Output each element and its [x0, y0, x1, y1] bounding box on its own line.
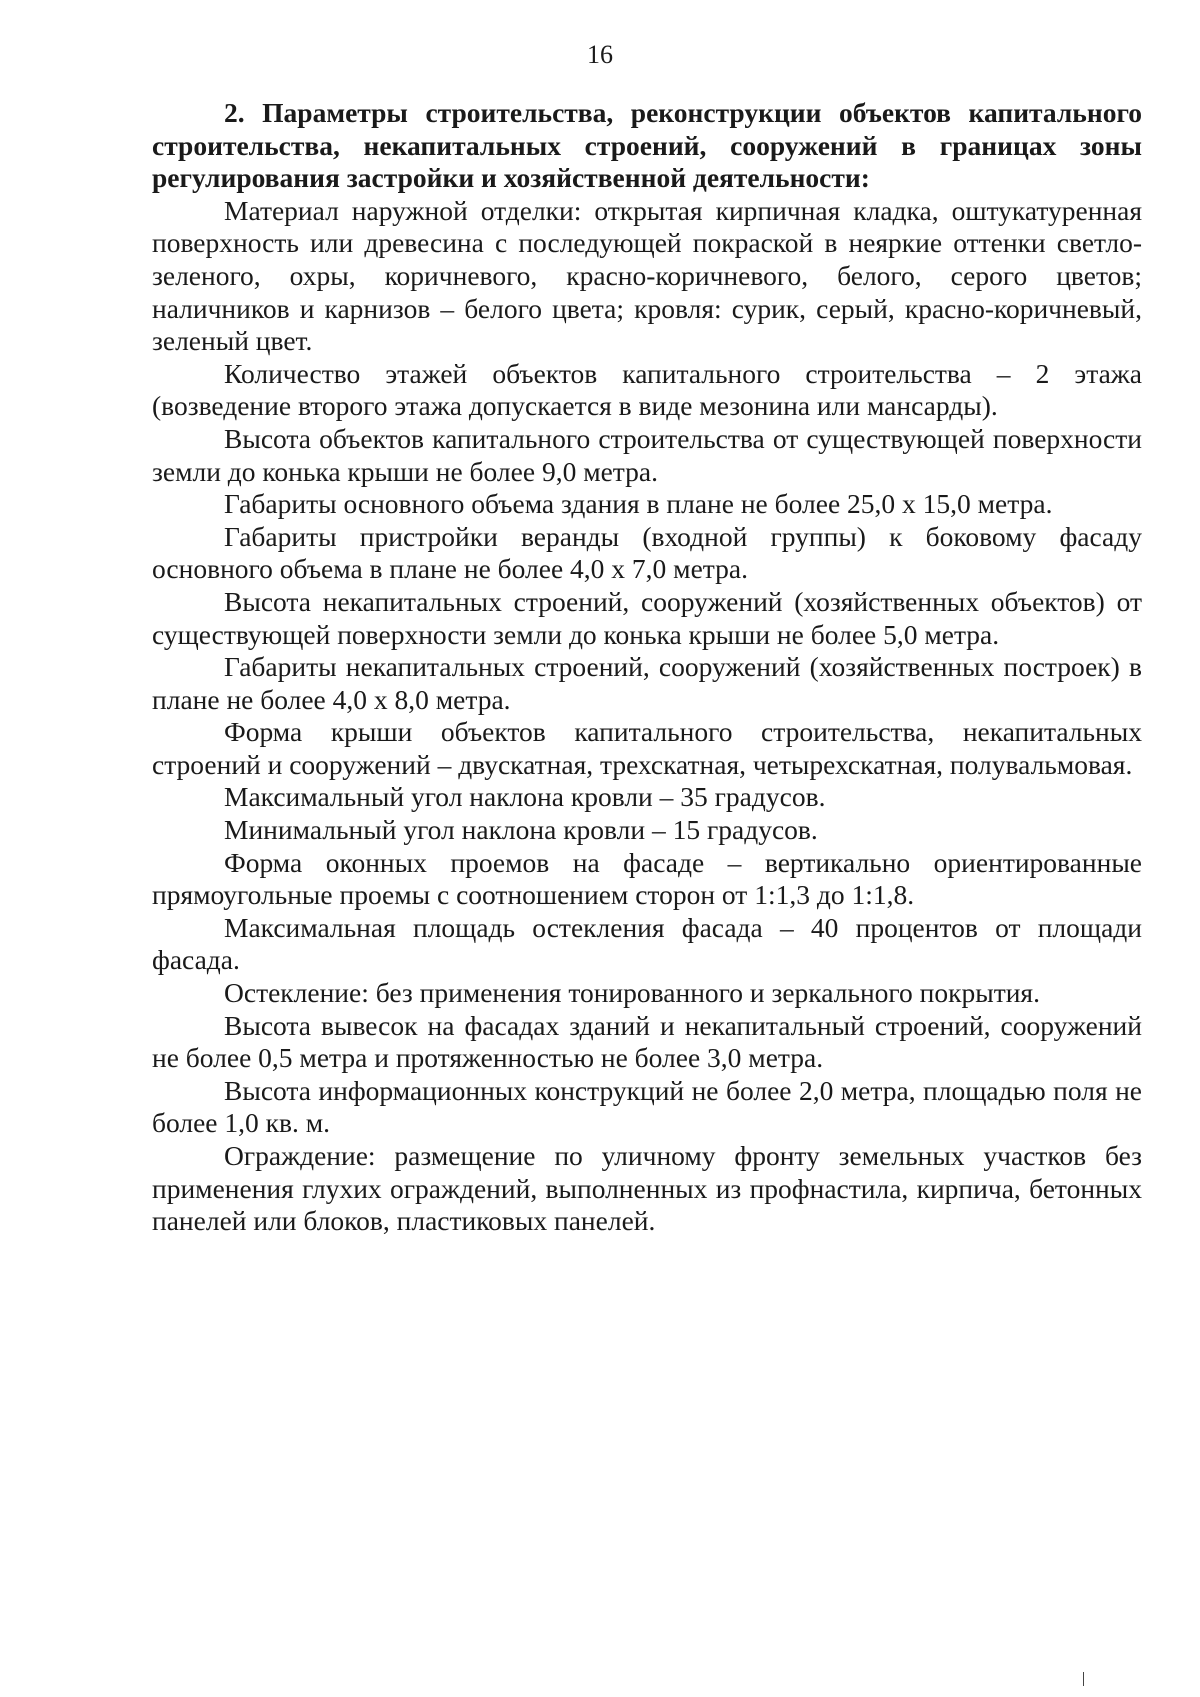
section-heading: 2. Параметры строительства, реконструкции объектов капитального строительства, некапитальных строений, сооружений в границах зоны регулирования застройки и хозяйственной деятельности:	[152, 97, 1142, 194]
paragraph-veranda-dimensions: Габариты пристройки веранды (входной группы) к боковому фасаду основного объема в плане не более 4,0 х 7,0 метра.	[152, 520, 1142, 585]
paragraph-max-roof-angle: Максимальный угол наклона кровли – 35 градусов.	[224, 781, 826, 813]
paragraph-fencing: Ограждение: размещение по уличному фронту земельных участков без применения глухих ограждений, выполненных из профнастила, кирпича, бетонных панелей или блоков, пластиковых панелей.	[152, 1140, 1142, 1237]
paragraph-glazing-area: Максимальная площадь остекления фасада – 40 процентов от площади фасада.	[152, 911, 1142, 976]
paragraph-min-roof-angle: Минимальный угол наклона кровли – 15 градусов.	[224, 814, 818, 846]
paragraph-window-shape: Форма оконных проемов на фасаде – вертикально ориентированные прямоугольные проемы с соотношением сторон от 1:1,3 до 1:1,8.	[152, 846, 1142, 911]
scan-mark	[1083, 1672, 1084, 1686]
paragraph-exterior-finish: Материал наружной отделки: открытая кирпичная кладка, оштукатуренная поверхность или древесина с последующей покраской в неяркие оттенки светло-зеленого, охры, коричневого, красно-коричневого, белого, серого цветов; наличников и карнизов – белого цвета; кровля: сурик, серый, красно-коричневый, зеленый цвет.	[152, 194, 1142, 357]
paragraph-info-structures: Высота информационных конструкций не более 2,0 метра, площадью поля не более 1,0 кв. м.	[152, 1074, 1142, 1139]
paragraph-glazing-type: Остекление: без применения тонированного и зеркального покрытия.	[224, 977, 1040, 1009]
page-number: 16	[587, 40, 613, 69]
paragraph-floor-count: Количество этажей объектов капитального строительства – 2 этажа (возведение второго этажа допускается в виде мезонина или мансарды).	[152, 357, 1142, 422]
paragraph-signage-size: Высота вывесок на фасадах зданий и некапитальный строений, сооружений не более 0,5 метра и протяженностью не более 3,0 метра.	[152, 1009, 1142, 1074]
paragraph-outbuilding-height: Высота некапитальных строений, сооружений (хозяйственных объектов) от существующей поверхности земли до конька крыши не более 5,0 метра.	[152, 585, 1142, 650]
document-body	[152, 97, 1142, 1238]
paragraph-roof-shape: Форма крыши объектов капитального строительства, некапитальных строений и сооружений – двускатная, трехскатная, четырехскатная, полувальмовая.	[152, 716, 1142, 780]
paragraph-outbuilding-dimensions: Габариты некапитальных строений, сооружений (хозяйственных построек) в плане не более 4,0 х 8,0 метра.	[152, 651, 1142, 715]
paragraph-building-height: Высота объектов капитального строительства от существующей поверхности земли до конька крыши не более 9,0 метра.	[152, 422, 1142, 487]
paragraph-main-volume-dimensions: Габариты основного объема здания в плане не более 25,0 х 15,0 метра.	[224, 488, 1053, 520]
